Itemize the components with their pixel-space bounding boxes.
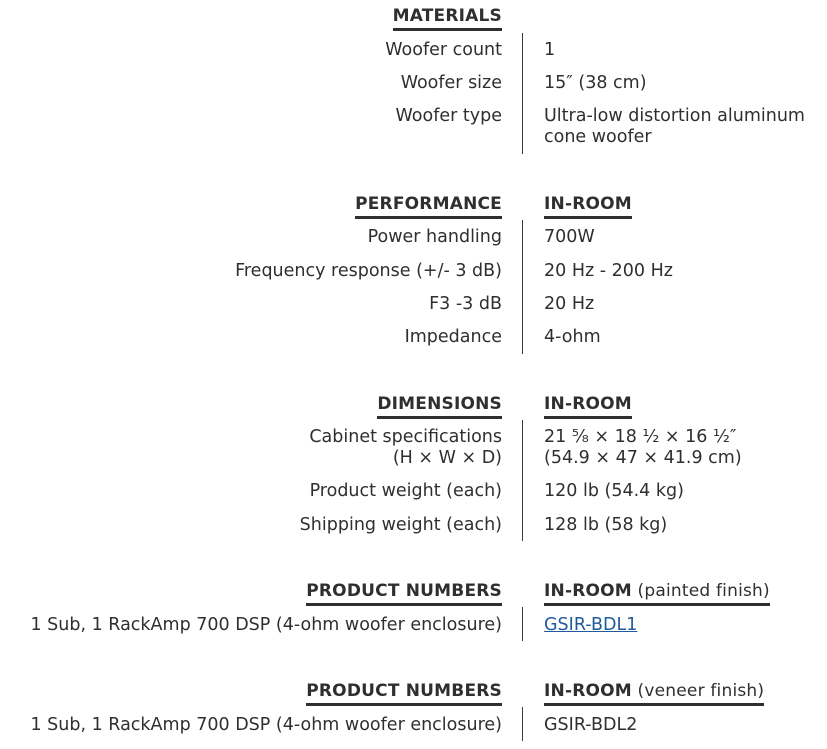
woofer-size-value: 15″ (38 cm)	[544, 73, 647, 93]
product-numbers-veneer-divider	[522, 707, 523, 741]
performance-header: PERFORMANCE	[355, 193, 502, 219]
dimensions-divider	[522, 420, 523, 541]
product-weight-label: Product weight (each)	[309, 481, 502, 501]
cabinet-specs-value-line1: 21 ⁵⁄₈ × 18 ¹⁄₂ × 16 ¹⁄₂″	[544, 427, 737, 447]
frequency-response-label: Frequency response (+/- 3 dB)	[235, 261, 502, 281]
product-numbers-veneer-col-header-note: (veneer finish)	[637, 681, 765, 701]
dimensions-col-header	[544, 393, 632, 419]
materials-header: MATERIALS	[393, 5, 502, 31]
product-numbers-painted-divider	[522, 607, 523, 641]
woofer-count-value: 1	[544, 40, 556, 60]
shipping-weight-value: 128 lb (58 kg)	[544, 515, 668, 535]
frequency-response-value: 20 Hz - 200 Hz	[544, 261, 673, 281]
performance-col-header-label: IN-ROOM	[544, 194, 632, 214]
cabinet-specs-label-line1: Cabinet specifications	[309, 427, 502, 447]
product-numbers-veneer-header: PRODUCT NUMBERS	[306, 680, 502, 706]
woofer-type-value-line1: Ultra-low distortion aluminum	[544, 106, 805, 126]
performance-col-header	[544, 193, 632, 219]
woofer-type-label: Woofer type	[395, 106, 502, 126]
materials-divider	[522, 33, 523, 154]
product-numbers-veneer-col-header-label: IN-ROOM	[544, 681, 632, 701]
bundle-veneer-label: 1 Sub, 1 RackAmp 700 DSP (4-ohm woofer enclosure)	[30, 715, 502, 735]
shipping-weight-label: Shipping weight (each)	[299, 515, 502, 535]
product-numbers-veneer-col-header	[544, 680, 764, 706]
impedance-value: 4-ohm	[544, 327, 601, 347]
cabinet-specs-label-line2: (H × W × D)	[392, 448, 502, 468]
dimensions-col-header-label: IN-ROOM	[544, 394, 632, 414]
f3-value: 20 Hz	[544, 294, 595, 314]
product-numbers-painted-col-header-label: IN-ROOM	[544, 581, 632, 601]
power-handling-label: Power handling	[367, 227, 502, 247]
woofer-size-label: Woofer size	[400, 73, 502, 93]
dimensions-header: DIMENSIONS	[377, 393, 502, 419]
cabinet-specs-value-line2: (54.9 × 47 × 41.9 cm)	[544, 448, 742, 468]
product-numbers-painted-header: PRODUCT NUMBERS	[306, 580, 502, 606]
product-weight-value: 120 lb (54.4 kg)	[544, 481, 684, 501]
impedance-label: Impedance	[404, 327, 502, 347]
f3-label: F3 -3 dB	[429, 294, 502, 314]
bundle-painted-value-cell	[544, 615, 637, 636]
performance-divider	[522, 220, 523, 354]
bundle-painted-label: 1 Sub, 1 RackAmp 700 DSP (4-ohm woofer enclosure)	[30, 615, 502, 635]
bundle-veneer-value: GSIR-BDL2	[544, 715, 638, 735]
gsir-bdl1-link[interactable]: GSIR-BDL1	[544, 615, 638, 635]
product-numbers-painted-col-header	[544, 580, 770, 606]
woofer-type-value-line2: cone woofer	[544, 127, 652, 147]
product-numbers-painted-col-header-note: (painted finish)	[637, 581, 770, 601]
power-handling-value: 700W	[544, 227, 595, 247]
woofer-count-label: Woofer count	[385, 40, 502, 60]
